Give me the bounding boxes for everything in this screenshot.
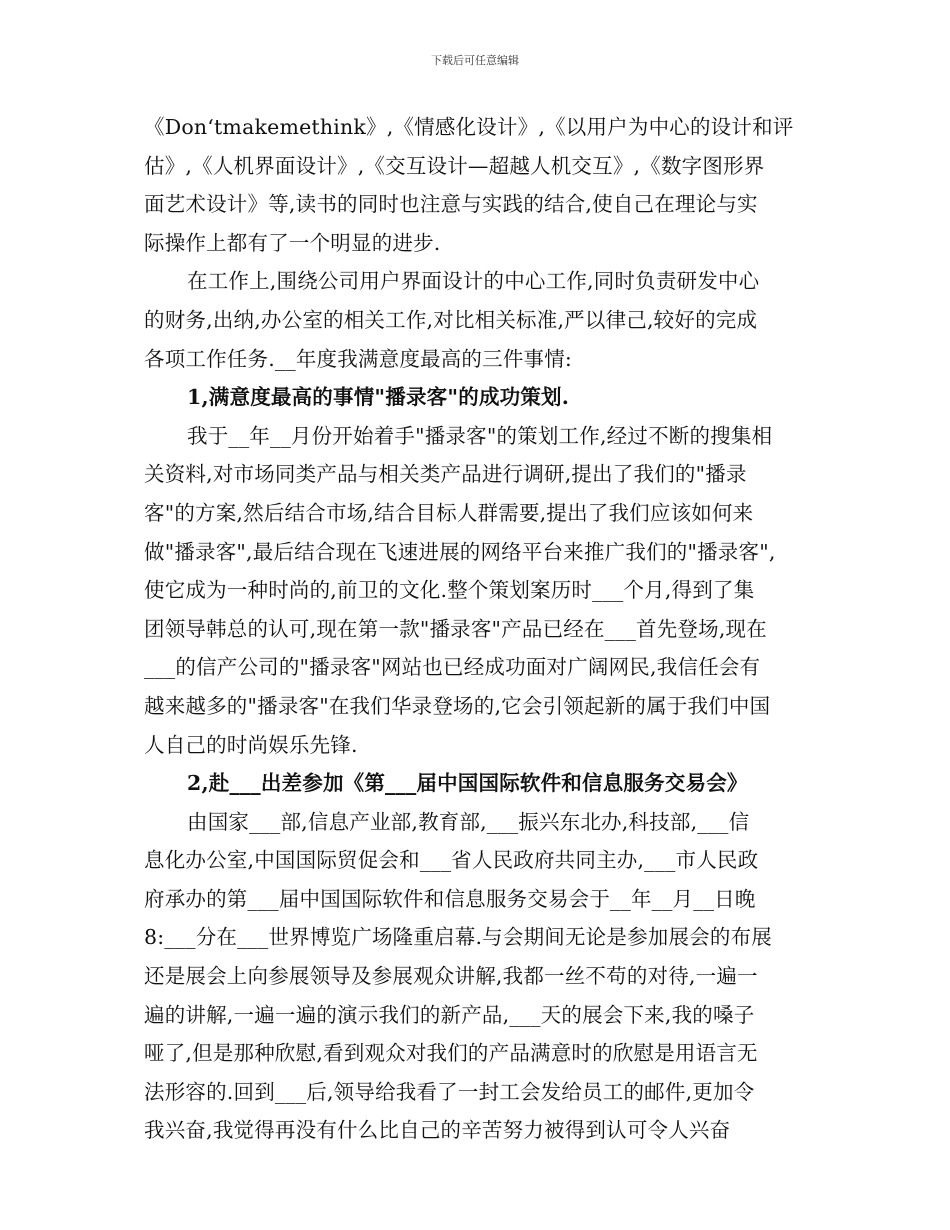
text-line: 还是展会上向参展领导及参展观众讲解,我都一丝不苟的对待,一遍一: [144, 964, 758, 989]
text-line: 由国家___部,信息产业部,教育部,___振兴东北办,科技部,___信: [187, 809, 750, 834]
text-line: 团领导韩总的认可,现在第一款"播录客"产品已经在___首先登场,现在: [144, 616, 767, 641]
text-line: 《Don‘tmakemethink》,《情感化设计》,《以用户为中心的设计和评: [144, 115, 794, 139]
text-line: 息化办公室,中国国际贸促会和___省人民政府共同主办,___市人民政: [144, 848, 759, 873]
text-line: 使它成为一种时尚的,前卫的文化.整个策划案历时___个月,得到了集: [144, 578, 755, 603]
text-line: 哑了,但是那种欣慰,看到观众对我们的产品满意时的欣慰是用语言无: [144, 1041, 758, 1066]
text-line: 法形容的.回到___后,领导给我看了一封工会发给员工的邮件,更加令: [144, 1079, 755, 1104]
text-line: ___的信产公司的"播录客"网站也已经成功面对广阔网民,我信任会有: [144, 655, 761, 680]
text-line: 我兴奋,我觉得再没有什么比自己的辛苦努力被得到认可令人兴奋: [144, 1118, 731, 1143]
text-line: 的财务,出纳,办公室的相关工作,对比相关标准,严以律己,较好的完成: [144, 307, 758, 332]
text-line: 际操作上都有了一个明显的进步.: [144, 230, 441, 255]
section-heading: 2,赴___出差参加《第___届中国国际软件和信息服务交易会》: [187, 771, 748, 796]
text-line: 做"播录客",最后结合现在飞速进展的网络平台来推广我们的"播录客",: [144, 539, 776, 564]
text-line: 在工作上,围绕公司用户界面设计的中心工作,同时负责研发中心: [187, 269, 760, 294]
text-line: 人自己的时尚娱乐先锋.: [144, 732, 358, 757]
section-heading: 1,满意度最高的事情"播录客"的成功策划.: [187, 385, 570, 410]
text-line: 各项工作任务.__年度我满意度最高的三件事情:: [144, 346, 573, 371]
text-line: 估》,《人机界面设计》,《交互设计—超越人机交互》,《数字图形界: [144, 153, 765, 178]
text-line: 8:___分在___世界博览广场隆重启幕.与会期间无论是参加展会的布展: [144, 925, 772, 950]
text-line: 关资料,对市场同类产品与相关类产品进行调研,提出了我们的"播录: [144, 462, 747, 487]
text-line: 我于__年__月份开始着手"播录客"的策划工作,经过不断的搜集相: [187, 423, 773, 448]
document-body: [144, 108, 814, 1150]
text-line: 越来越多的"播录客"在我们华录登场的,它会引领起新的属于我们中国: [144, 693, 771, 718]
text-line: 客"的方案,然后结合市场,结合目标人群需要,提出了我们应该如何来: [144, 500, 754, 525]
text-line: 遍的讲解,一遍一遍的演示我们的新产品,___天的展会下来,我的嗓子: [144, 1002, 755, 1027]
page-header: 下载后可任意编辑: [431, 54, 519, 67]
text-line: 府承办的第___届中国国际软件和信息服务交易会于__年__月__日晚: [144, 886, 756, 911]
text-line: 面艺术设计》等,读书的同时也注意与实践的结合,使自己在理论与实: [144, 192, 758, 217]
